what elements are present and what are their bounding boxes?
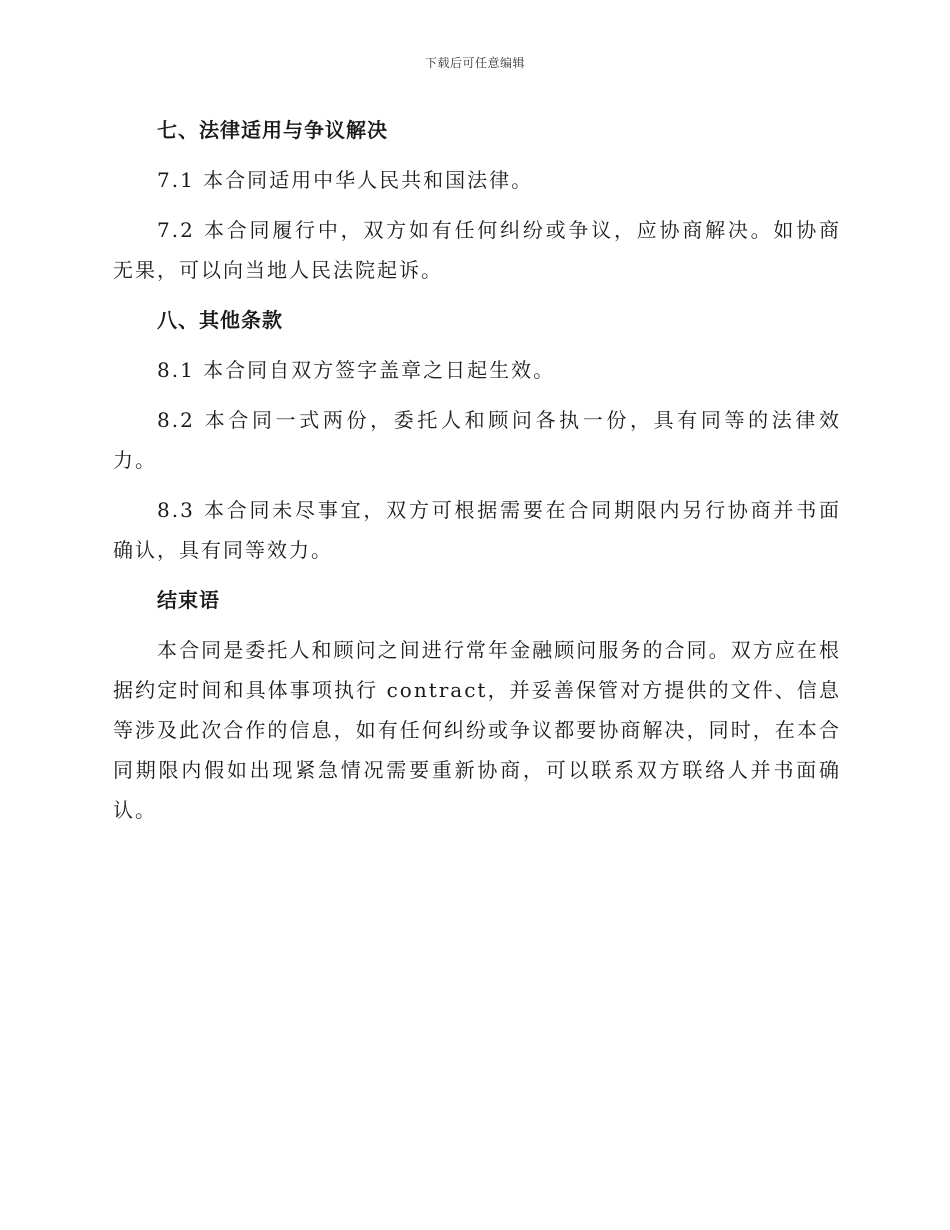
conclusion-paragraph: 本合同是委托人和顾问之间进行常年金融顾问服务的合同。双方应在根据约定时间和具体事项执行 contract，并妥善保管对方提供的文件、信息等涉及此次合作的信息，如有任何纠纷或争议都要协商解决，同时，在本合同期限内假如出现紧急情况需要重新协商，可以联系双方联络人并书面确认。 [113, 638, 841, 822]
section-heading-other-terms: 八、其他条款 [157, 308, 283, 332]
clause-8-2: 8.2 本合同一式两份，委托人和顾问各执一份，具有同等的法律效力。 [113, 408, 841, 472]
section-heading-conclusion: 结束语 [157, 588, 220, 612]
clause-7-1: 7.1 本合同适用中华人民共和国法律。 [157, 168, 534, 192]
clause-8-1: 8.1 本合同自双方签字盖章之日起生效。 [157, 358, 556, 382]
clause-7-2: 7.2 本合同履行中，双方如有任何纠纷或争议，应协商解决。如协商无果，可以向当地人民法院起诉。 [113, 218, 841, 282]
clause-8-3: 8.3 本合同未尽事宜，双方可根据需要在合同期限内另行协商并书面确认，具有同等效力。 [113, 498, 841, 562]
document-body [113, 110, 841, 840]
section-heading-law: 七、法律适用与争议解决 [157, 118, 388, 142]
page-header: 下载后可任意编辑 [424, 56, 525, 70]
